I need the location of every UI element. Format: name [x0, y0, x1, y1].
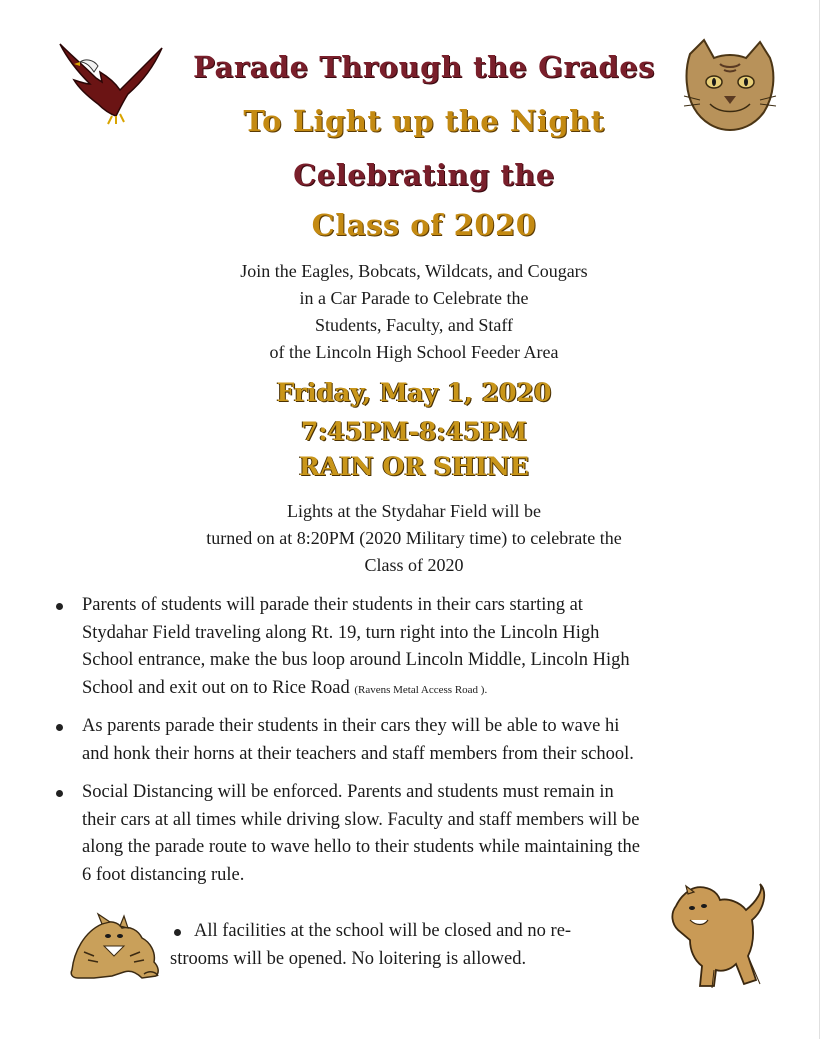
list-item [48, 592, 778, 702]
event-date: Friday, May 1, 2020 [276, 378, 552, 407]
bullet-line: All facilities at the school will be closed and no re- [194, 921, 572, 941]
route-note: (Ravens Metal Access Road ). [354, 683, 488, 696]
bullet-line: Parents of students will parade their students in their cars starting at [82, 595, 583, 615]
intro-line: Students, Faculty, and Staff [315, 315, 513, 335]
intro-text [0, 258, 828, 366]
lights-line: Lights at the Stydahar Field will be [287, 501, 541, 521]
bullet-dot-icon [56, 790, 63, 797]
headline-line-4: Class of 2020 [311, 208, 537, 242]
wildcat-mascot-icon [64, 912, 164, 984]
headline-line-3: Celebrating the [293, 158, 555, 192]
intro-line: Join the Eagles, Bobcats, Wildcats, and Cougars [240, 261, 588, 281]
lights-line: Class of 2020 [364, 555, 464, 575]
bullet-dot-icon [56, 724, 63, 731]
headline-line-1: Parade Through the Grades [193, 50, 655, 84]
bullet-line: Stydahar Field traveling along Rt. 19, turn right into the Lincoln High [82, 622, 600, 643]
bullet-line: their cars at all times while driving slow. Faculty and staff members will be [82, 809, 640, 830]
cougar-mascot-icon [660, 880, 768, 992]
bullet-dot-icon [174, 929, 181, 936]
event-weather-note: RAIN OR SHINE [299, 452, 529, 481]
bullet-line: Social Distancing will be enforced. Parents and students must remain in [82, 782, 614, 802]
intro-line: in a Car Parade to Celebrate the [299, 288, 529, 308]
intro-line: of the Lincoln High School Feeder Area [269, 342, 559, 362]
lights-line: turned on at 8:20PM (2020 Military time) to celebrate the [206, 528, 622, 548]
bullet-line: along the parade route to wave hello to their students while maintaining the [82, 837, 640, 857]
lights-text [0, 498, 828, 579]
bullet-line-text: School and exit out on to Rice Road [82, 677, 350, 698]
bullet-line: 6 foot distancing rule. [82, 864, 245, 885]
list-item [48, 779, 778, 889]
headline-line-2: To Light up the Night [243, 104, 605, 138]
bullet-list [48, 592, 778, 900]
bullet-line: As parents parade their students in their cars they will be able to wave hi [82, 716, 620, 736]
list-item [48, 713, 778, 768]
bullet-line: School entrance, make the bus loop around Lincoln Middle, Lincoln High [82, 650, 630, 670]
bullet-text [170, 918, 650, 973]
bullet-line: strooms will be opened. No loitering is allowed. [170, 948, 527, 969]
event-time: 7:45PM-8:45PM [300, 417, 528, 446]
list-item [170, 918, 650, 973]
bullet-line [82, 675, 778, 703]
bullet-dot-icon [56, 603, 63, 610]
bullet-line: and honk their horns at their teachers and staff members from their school. [82, 743, 634, 764]
